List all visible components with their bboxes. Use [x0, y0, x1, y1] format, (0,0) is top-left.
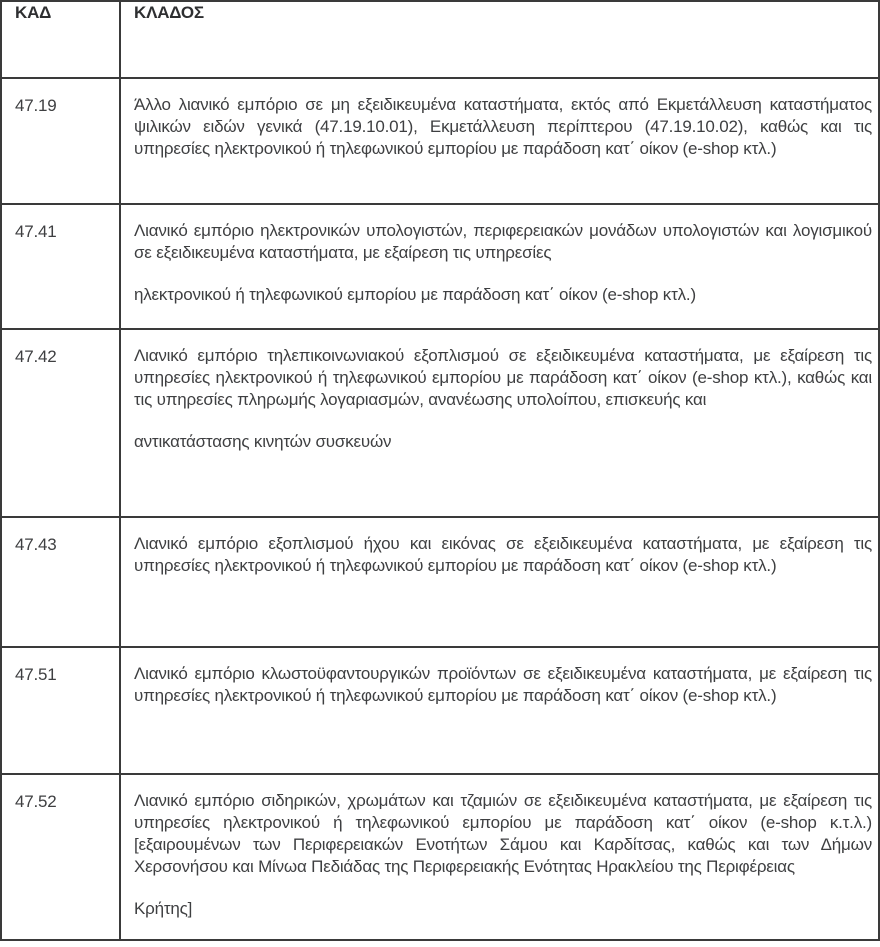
- sector-paragraph: Λιανικό εμπόριο τηλεπικοινωνιακού εξοπλισμού σε εξειδικευμένα καταστήματα, με εξαίρεση τις υπηρεσίες ηλεκτρονικού ή τηλεφωνικού εμπορίου με παράδοση κατ΄ οίκον (e-shop κτλ.), καθώς και τις υπηρεσίες πληρωμής λογαριασμών, ανανέωσης υπολοίπου, επισκευής και: [134, 346, 872, 409]
- kad-code: 47.43: [1, 517, 120, 647]
- sector-description: [120, 78, 879, 204]
- table-row: [1, 517, 879, 647]
- kad-code: 47.42: [1, 329, 120, 517]
- sector-paragraph: Άλλο λιανικό εμπόριο σε μη εξειδικευμένα καταστήματα, εκτός από Εκμετάλλευση καταστήματος ψιλικών ειδών γενικά (47.19.10.01), Εκμετάλλευση περίπτερου (47.19.10.02), καθώς και τις υπηρεσίες ηλεκτρονικού ή τηλεφωνικού εμπορίου με παράδοση κατ΄ οίκον (e-shop κτλ.): [134, 95, 872, 158]
- sector-description: [120, 647, 879, 774]
- table-row: [1, 774, 879, 940]
- sector-paragraph: Λιανικό εμπόριο σιδηρικών, χρωμάτων και τζαμιών σε εξειδικευμένα καταστήματα, με εξαίρεση τις υπηρεσίες ηλεκτρονικού ή τηλεφωνικού εμπορίου με παράδοση κατ΄ οίκον (e-shop κ.τ.λ.) [εξαιρουμένων των Περιφερειακών Ενοτήτων Σάμου και Καρδίτσας, καθώς και των Δήμων Χερσονήσου και Μίνωα Πεδιάδας της Περιφερειακής Ενότητας Ηρακλείου της Περιφέρειας: [134, 791, 872, 876]
- sector-paragraph: Λιανικό εμπόριο κλωστοϋφαντουργικών προϊόντων σε εξειδικευμένα καταστήματα, με εξαίρεση τις υπηρεσίες ηλεκτρονικού ή τηλεφωνικού εμπορίου με παράδοση κατ΄ οίκον (e-shop κτλ.): [134, 664, 872, 705]
- sector-description: [120, 774, 879, 940]
- kad-code: 47.41: [1, 204, 120, 329]
- klados-column-header: ΚΛΑΔΟΣ: [120, 1, 879, 78]
- sector-paragraph: ηλεκτρονικού ή τηλεφωνικού εμπορίου με παράδοση κατ΄ οίκον (e-shop κτλ.): [134, 285, 696, 304]
- kad-code: 47.52: [1, 774, 120, 940]
- sector-paragraph: Λιανικό εμπόριο εξοπλισμού ήχου και εικόνας σε εξειδικευμένα καταστήματα, με εξαίρεση τις υπηρεσίες ηλεκτρονικού ή τηλεφωνικού εμπορίου με παράδοση κατ΄ οίκον (e-shop κτλ.): [134, 534, 872, 575]
- table-row: [1, 78, 879, 204]
- kad-code: 47.19: [1, 78, 120, 204]
- sector-paragraph: Λιανικό εμπόριο ηλεκτρονικών υπολογιστών, περιφερειακών μονάδων υπολογιστών και λογισμικού σε εξειδικευμένα καταστήματα, με εξαίρεση τις υπηρεσίες: [134, 221, 872, 262]
- sector-paragraph: Κρήτης]: [134, 899, 193, 918]
- table-row: [1, 329, 879, 517]
- sector-description: [120, 517, 879, 647]
- kad-code: 47.51: [1, 647, 120, 774]
- table-row: [1, 647, 879, 774]
- sector-description: [120, 329, 879, 517]
- sector-description: [120, 204, 879, 329]
- table-header-row: [1, 1, 879, 78]
- kad-column-header: ΚΑΔ: [1, 1, 120, 78]
- table-row: [1, 204, 879, 329]
- sector-paragraph: αντικατάστασης κινητών συσκευών: [134, 432, 392, 451]
